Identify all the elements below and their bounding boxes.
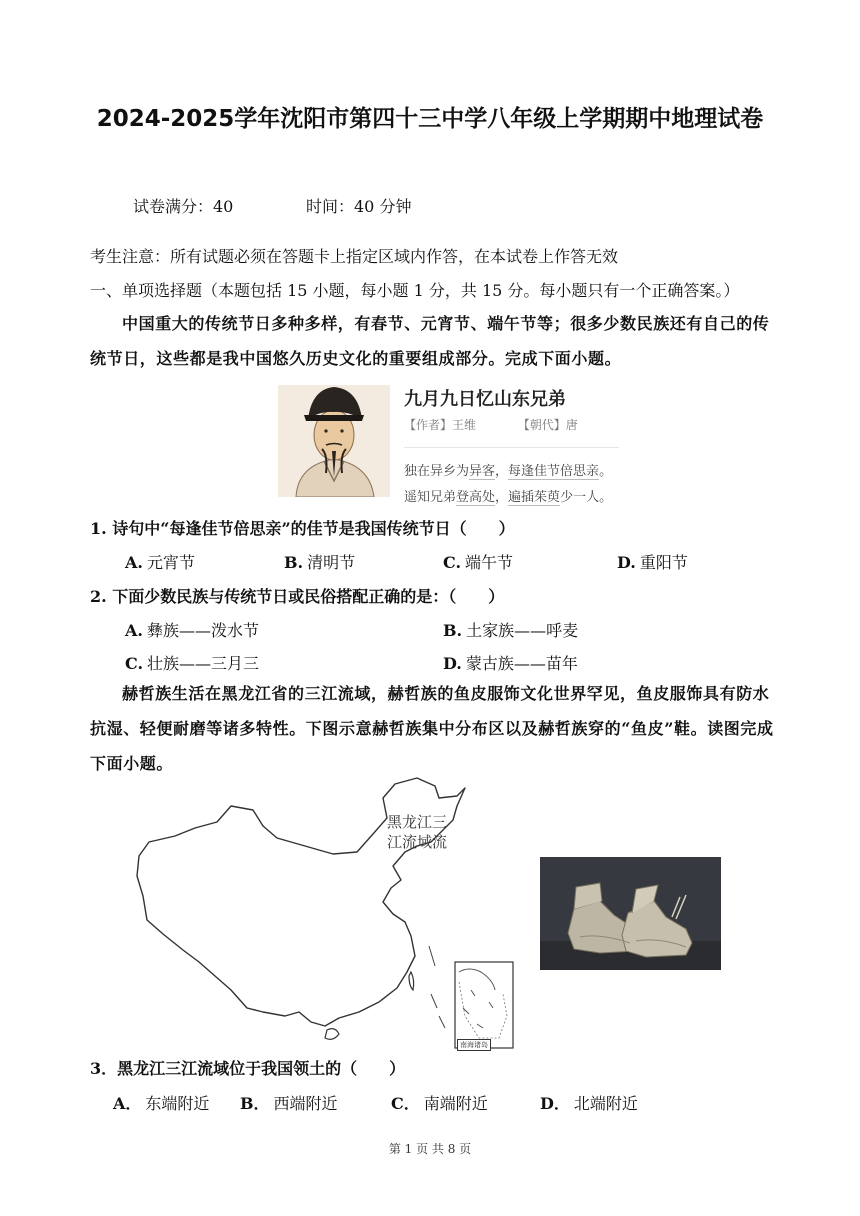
china-map [135, 776, 525, 1052]
q3-option-c[interactable]: C． 南端附近 [391, 1094, 488, 1113]
q2-option-a[interactable]: A. 彝族——泼水节 [125, 621, 259, 640]
q3-option-d[interactable]: D． 北端附近 [540, 1094, 638, 1113]
intro-paragraph-1: 中国重大的传统节日多种多样，有春节、元宵节、端午节等；很多少数民族还有自己的传统节日，这些都是我中国悠久历史文化的重要组成部分。完成下面小题。 [90, 314, 770, 368]
q1-option-d[interactable]: D. 重阳节 [617, 553, 688, 572]
poem-author: 王维 [452, 418, 477, 432]
map-region-label: 黑龙江三 江流域流 [387, 813, 448, 851]
poet-portrait [278, 385, 390, 497]
poem-dynasty: 唐 [565, 418, 578, 432]
poem-title: 九月九日忆山东兄弟 [404, 389, 566, 410]
intro-paragraph-2: 赫哲族生活在黑龙江省的三江流域，赫哲族的鱼皮服饰文化世界罕见，鱼皮服饰具有防水抗湿、轻便耐磨等诸多特性。下图示意赫哲族集中分布区以及赫哲族穿的“鱼皮”鞋。读图完成下面小题。 [90, 684, 774, 773]
full-score: 试卷满分：40 [133, 197, 234, 216]
fish-skin-shoes-photo [540, 857, 721, 970]
dynasty-label: 【朝代】 [517, 418, 566, 432]
q3-option-a[interactable]: A． 东端附近 [113, 1094, 210, 1113]
poem-line-2: 遥知兄弟登高处，遍插茱萸少一人。 [404, 490, 613, 505]
page-title: 2024-2025学年沈阳市第四十三中学八年级上学期期中地理试卷 [96, 106, 764, 132]
poem-meta [404, 416, 578, 433]
author-label: 【作者】 [404, 418, 453, 432]
question-1-stem: 1. 诗句中“每逢佳节倍思亲”的佳节是我国传统节日（ ） [90, 519, 515, 538]
section-heading: 一、单项选择题（本题包括 15 小题，每小题 1 分，共 15 分。每小题只有一个正确答案。） [90, 281, 740, 300]
q2-option-b[interactable]: B. 土家族——呼麦 [443, 621, 579, 640]
poem-divider [404, 447, 619, 448]
question-2-stem: 2. 下面少数民族与传统节日或民俗搭配正确的是：（ ） [90, 587, 505, 606]
exam-time: 时间：40 分钟 [306, 197, 412, 216]
q2-option-c[interactable]: C. 壮族——三月三 [125, 654, 260, 673]
q1-option-b[interactable]: B. 清明节 [284, 553, 356, 572]
inset-label: 南海诸岛 [457, 1039, 491, 1051]
q1-option-a[interactable]: A. 元宵节 [125, 553, 195, 572]
question-3-stem: 3．黑龙江三江流域位于我国领土的（ ） [90, 1059, 406, 1078]
q2-option-d[interactable]: D. 蒙古族——苗年 [443, 654, 578, 673]
page-footer: 第 1 页 共 8 页 [388, 1142, 472, 1156]
q1-option-c[interactable]: C. 端午节 [443, 553, 514, 572]
q3-option-b[interactable]: B． 西端附近 [240, 1094, 338, 1113]
exam-notice: 考生注意：所有试题必须在答题卡上指定区域内作答，在本试卷上作答无效 [90, 247, 619, 266]
poem-line-1: 独在异乡为异客，每逢佳节倍思亲。 [404, 464, 613, 479]
